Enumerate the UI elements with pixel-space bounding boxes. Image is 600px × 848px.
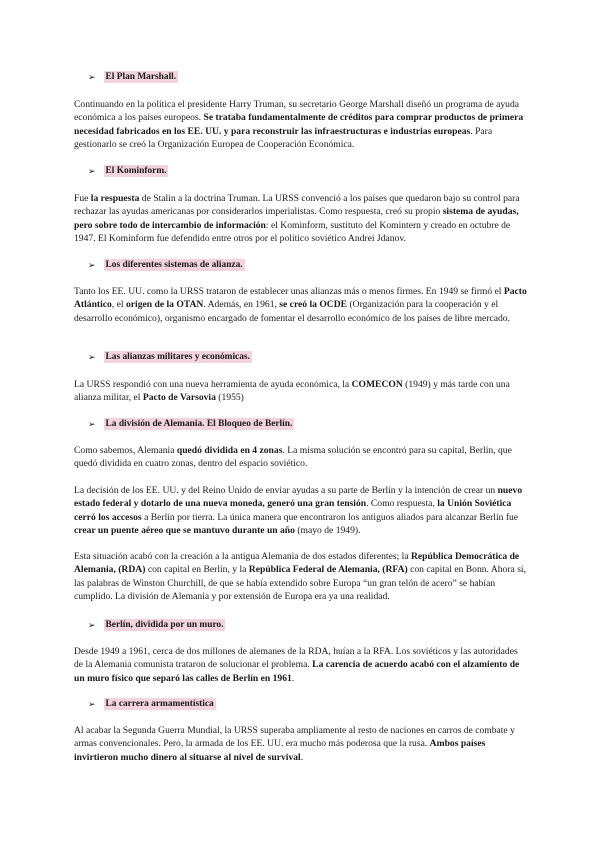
bold-run: nuevo estado federal y dotarlo de una nueva moneda, generó una gran tensión bbox=[74, 485, 523, 510]
heading-text: La división de Alemania. El Bloqueo de Berlín. bbox=[105, 419, 293, 429]
paragraph bbox=[74, 444, 529, 471]
bold-run: origen de la OTAN bbox=[125, 299, 204, 311]
bold-run: La carencia de acuerdo acabó con el alzamiento de un muro físico que separó las calles de Berlín en 1961 bbox=[74, 659, 520, 684]
text-run: . bbox=[291, 672, 295, 684]
heading-text: El Kominform. bbox=[105, 166, 167, 176]
text-run: (1949) y más tarde con una alianza militar, el bbox=[74, 379, 510, 404]
bold-run: Ambos países invirtieron mucho dinero al situarse al nivel de survival bbox=[74, 738, 486, 763]
text-run: de Stalin a la doctrina Truman. La URSS convenció a los países que quedaron bajo su control para rechazar las ayudas americanas por considerarlos imperialistas. Como respuesta, creó su propio bbox=[74, 193, 520, 218]
text-run: Fue bbox=[74, 193, 91, 204]
bullet-arrow-icon: ➢ bbox=[88, 351, 96, 362]
text-run: . La misma solución se encontró para su capital, Berlín, que quedó dividida en cuatro zonas, dentro del espacio soviético. bbox=[74, 445, 512, 470]
heading-text: Berlín, dividida por un muro. bbox=[105, 620, 224, 630]
bullet-arrow-icon: ➢ bbox=[88, 71, 96, 82]
bullet-arrow-icon: ➢ bbox=[88, 165, 96, 176]
paragraph bbox=[74, 645, 529, 685]
text-run: con capital en Bonn. Ahora sí, las palabras de Winston Churchill, de que se había extendido sobre Europa “un gran telón de acero” se habían cumplido. La división de Alemania y por extensión de Europa era ya una realidad. bbox=[74, 564, 526, 603]
section-heading-alianzas-militares bbox=[88, 350, 252, 364]
heading-text: La carrera armamentística bbox=[105, 699, 214, 709]
text-run: . Además, en 1961, bbox=[203, 299, 280, 311]
section-heading-berlin-muro bbox=[88, 618, 225, 632]
text-run: a Berlín por tierra. La única manera que encontraron los antiguos aliados para alcanzar Berlín fue bbox=[141, 511, 519, 523]
text-run: con capital en Berlín, y la bbox=[145, 564, 249, 576]
text-run: , el bbox=[111, 299, 126, 311]
text-run: . Como respuesta, bbox=[366, 498, 438, 510]
paragraph bbox=[74, 285, 529, 325]
bold-run: Pacto Atlántico bbox=[74, 286, 527, 311]
bullet-arrow-icon: ➢ bbox=[88, 418, 96, 429]
text-run: Esta situación acabó con la creación a la antigua Alemania de dos estados diferentes; la bbox=[74, 551, 411, 562]
bullet-arrow-icon: ➢ bbox=[88, 259, 96, 270]
section-heading-carrera-armamentistica bbox=[88, 697, 216, 711]
text-run: La URSS respondió con una nueva herramienta de ayuda económica, la bbox=[74, 379, 352, 390]
text-run: La decisión de los EE. UU. y del Reino Unido de enviar ayudas a su parte de Berlín y la intención de crear un bbox=[74, 485, 498, 496]
paragraph bbox=[74, 98, 529, 152]
text-run: (1955) bbox=[215, 392, 244, 404]
bold-run: Pacto de Varsovia bbox=[142, 392, 216, 404]
text-run: Tanto los EE. UU. como la URSS trataron de establecer unas alianzas más o menos firmes. En 1949 se firmó el bbox=[74, 286, 504, 297]
text-run: : el Kominform, sustituto del Komintern y creado en octubre de 1947. El Kominform fue defendido entre otros por el político soviético Andrei Jdanov. bbox=[74, 219, 511, 245]
heading-text: Las alianzas militares y económicas. bbox=[105, 352, 250, 362]
bullet-arrow-icon: ➢ bbox=[88, 619, 96, 630]
bold-run: se creó la OCDE bbox=[279, 299, 348, 311]
bold-run: República Federal de Alemania, (RFA) bbox=[248, 564, 408, 576]
bold-run: quedó dividida en 4 zonas bbox=[176, 445, 283, 456]
section-heading-plan-marshall bbox=[88, 70, 178, 84]
bold-run: Se trataba fundamentalmente de créditos para comprar productos de primera necesidad fabricados en los EE. UU. y para reconstruir las infraestructuras e industrias europeas bbox=[74, 112, 524, 137]
section-heading-division-alemania bbox=[88, 417, 294, 431]
text-run: Como sabemos, Alemania bbox=[74, 445, 177, 456]
text-run: Desde 1949 a 1961, cerca de dos millones de alemanes de la RDA, huían a la RFA. Los soviéticos y las autoridades de la Alemania comunista trataron de solucionar el problema. bbox=[74, 646, 518, 671]
paragraph bbox=[74, 550, 529, 604]
section-heading-kominform bbox=[88, 164, 168, 178]
text-run: (Organización para la cooperación y el desarrollo económico), organismo encargado de fomentar el desarrollo económico de los países de libre mercado. bbox=[74, 299, 511, 324]
heading-text: El Plan Marshall. bbox=[105, 72, 177, 82]
bold-run: COMECON bbox=[351, 379, 403, 390]
bold-run: sistema de ayudas, pero sobre todo de intercambio de información bbox=[74, 206, 519, 231]
bold-run: la Unión Soviética cerró los accesos bbox=[74, 498, 512, 523]
bold-run: República Democrática de Alemania, (RDA) bbox=[74, 551, 520, 576]
bold-run: crear un puente aéreo que se mantuvo durante un año bbox=[74, 525, 295, 537]
bullet-arrow-icon: ➢ bbox=[88, 698, 96, 709]
paragraph bbox=[74, 484, 529, 538]
bold-run: la respuesta bbox=[90, 193, 140, 204]
section-heading-sistemas-alianza bbox=[88, 258, 245, 272]
paragraph bbox=[74, 378, 529, 405]
text-run: Al acabar la Segunda Guerra Mundial, la URSS superaba ampliamente al resto de naciones en carros de combate y armas convencionales. Pero, la armada de los EE. UU. era mucho más poderosa que la rusa. bbox=[74, 725, 515, 750]
text-run: (mayo de 1949). bbox=[294, 525, 361, 537]
text-run: Continuando en la política el presidente Harry Truman, su secretario George Marshall diseñó un programa de ayuda económica a los países europeos. bbox=[74, 99, 520, 124]
paragraph bbox=[74, 192, 529, 246]
text-run: . Para gestionarlo se creó la Organización Europea de Cooperación Económica. bbox=[74, 125, 493, 151]
text-run: . bbox=[300, 751, 304, 763]
heading-text: Los diferentes sistemas de alianza. bbox=[105, 260, 243, 270]
paragraph bbox=[74, 724, 529, 764]
